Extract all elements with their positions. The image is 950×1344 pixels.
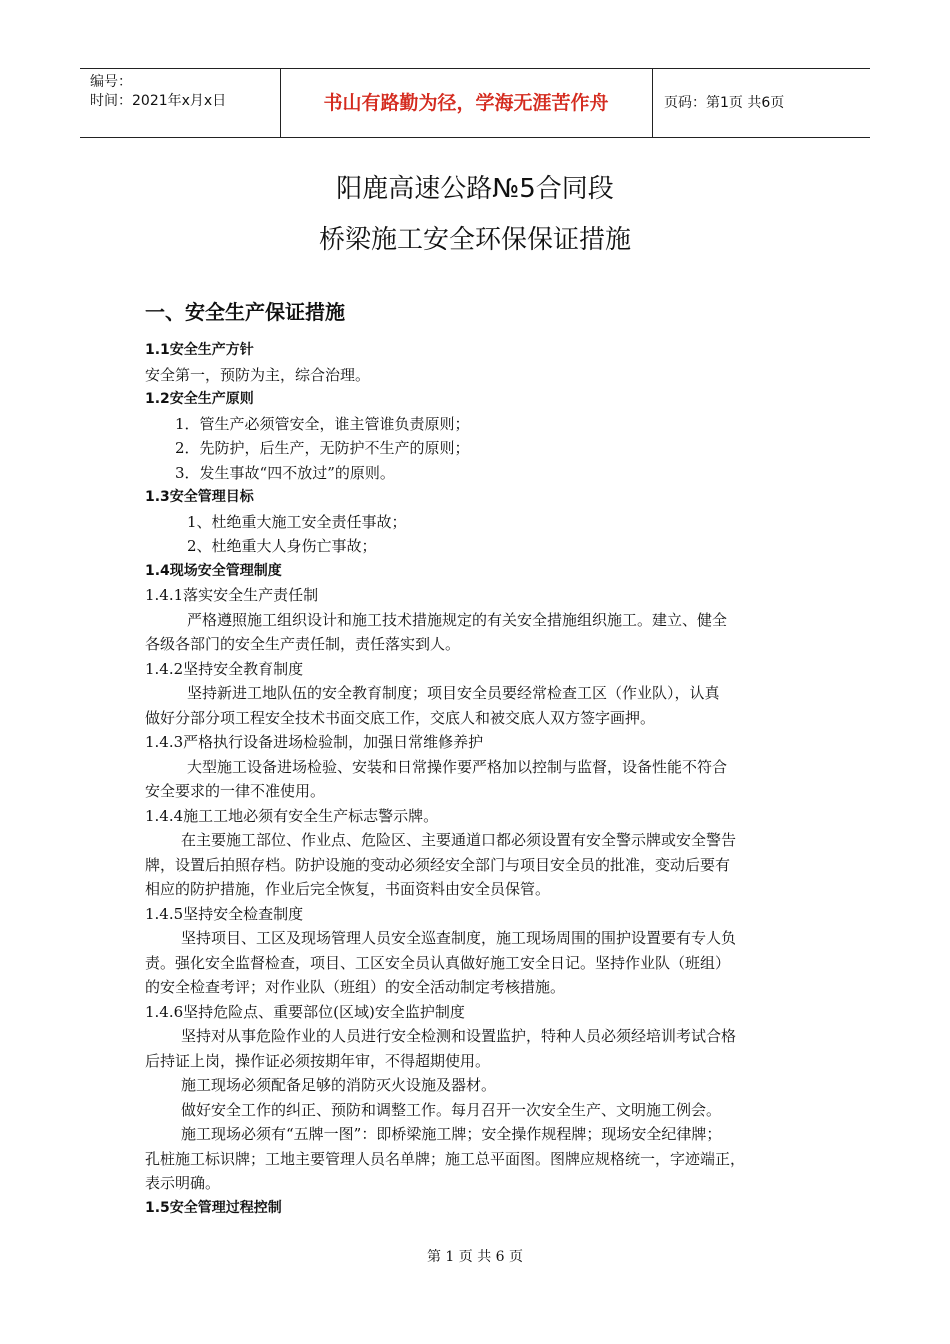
- subheading: 1.1安全生产方针: [145, 342, 254, 358]
- subheading: 1.5安全管理过程控制: [145, 1199, 282, 1216]
- paragraph-line: 施工现场必须配备足够的消防灭火设施及器材。: [181, 1076, 497, 1094]
- paragraph-line: 牌，设置后拍照存档。防护设施的变动必须经安全部门与项目安全员的批准，变动后要有: [145, 855, 731, 874]
- paragraph-line: 相应的防护措施，作业后完全恢复，书面资料由安全员保管。: [145, 880, 551, 898]
- clause-heading: 1.4.5坚持安全检查制度: [145, 904, 304, 923]
- page-header: [80, 68, 870, 138]
- clause-heading: 1.4.3严格执行设备进场检验制，加强日常维修养护: [145, 733, 484, 751]
- list-item: 1．管生产必须管安全，谁主管谁负责原则；: [175, 414, 470, 433]
- paragraph-line: 做好分部分项工程安全技术书面交底工作，交底人和被交底人双方签字画押。: [145, 708, 656, 727]
- list-item: 3．发生事故“四不放过”的原则。: [175, 463, 395, 482]
- paragraph-line: 坚持新进工地队伍的安全教育制度；项目安全员要经常检查工区（作业队），认真: [187, 684, 720, 702]
- clause-heading: 1.4.4施工工地必须有安全生产标志警示牌。: [145, 806, 439, 825]
- paragraph-line: 责。强化安全监督检查，项目、工区安全员认真做好施工安全日记。坚持作业队（班组）: [145, 953, 731, 972]
- paragraph-line: 安全第一，预防为主，综合治理。: [145, 365, 371, 384]
- paragraph-line: 施工现场必须有“五牌一图”：即桥梁施工牌；安全操作规程牌；现场安全纪律牌；: [181, 1125, 722, 1143]
- subheading: 1.2安全生产原则: [145, 391, 254, 407]
- clause-heading: 1.4.2坚持安全教育制度: [145, 659, 304, 678]
- list-item: 2、杜绝重大人身伤亡事故；: [187, 537, 377, 555]
- paragraph-line: 严格遵照施工组织设计和施工技术措施规定的有关安全措施组织施工。建立、健全: [187, 610, 728, 629]
- doc-title-line1: 阳鹿高速公路№5合同段: [336, 174, 614, 204]
- paragraph-line: 在主要施工部位、作业点、危险区、主要通道口都必须设置有安全警示牌或安全警告: [181, 831, 737, 849]
- clause-heading: 1.4.1落实安全生产责任制: [145, 586, 319, 604]
- header-divider: [652, 69, 653, 137]
- subheading: 1.4现场安全管理制度: [145, 562, 282, 579]
- paragraph-line: 坚持对从事危险作业的人员进行安全检测和设置监护，特种人员必须经培训考试合格: [181, 1027, 737, 1045]
- list-item: 1、杜绝重大施工安全责任事故；: [187, 512, 407, 531]
- clause-heading: 1.4.6坚持危险点、重要部位(区域)安全监护制度: [145, 1002, 465, 1021]
- subheading: 1.3安全管理目标: [145, 489, 254, 505]
- header-page-info: 页码：第1页 共6页: [664, 95, 785, 111]
- page-footer: 第 1 页 共 6 页: [426, 1249, 524, 1265]
- paragraph-line: 的安全检查考评；对作业队（班组）的安全活动制定考核措施。: [145, 978, 566, 996]
- paragraph-line: 做好安全工作的纠正、预防和调整工作。每月召开一次安全生产、文明施工例会。: [181, 1100, 722, 1119]
- list-item: 2．先防护，后生产，无防护不生产的原则；: [175, 439, 470, 457]
- number-label: 编号：: [90, 74, 132, 90]
- document-body: [145, 338, 805, 1220]
- header-meta: [90, 73, 226, 111]
- doc-title-line2: 桥梁施工安全环保保证措施: [318, 225, 631, 255]
- section-heading: 一、安全生产保证措施: [145, 300, 345, 324]
- header-motto: 书山有路勤为径，学海无涯苦作舟: [323, 92, 609, 114]
- paragraph-line: 表示明确。: [145, 1174, 221, 1192]
- time-label: 时间：2021年x月x日: [90, 93, 227, 109]
- paragraph-line: 大型施工设备进场检验、安装和日常操作要严格加以控制与监督，设备性能不符合: [187, 757, 728, 776]
- paragraph-line: 后持证上岗，操作证必须按期年审，不得超期使用。: [145, 1051, 491, 1070]
- paragraph-line: 坚持项目、工区及现场管理人员安全巡查制度，施工现场周围的围护设置要有专人负: [181, 929, 737, 947]
- paragraph-line: 孔桩施工标识牌；工地主要管理人员名单牌；施工总平面图。图牌应规格统一，字迹端正，: [145, 1149, 746, 1168]
- paragraph-line: 各级各部门的安全生产责任制，责任落实到人。: [145, 635, 461, 653]
- paragraph-line: 安全要求的一律不准使用。: [145, 782, 326, 800]
